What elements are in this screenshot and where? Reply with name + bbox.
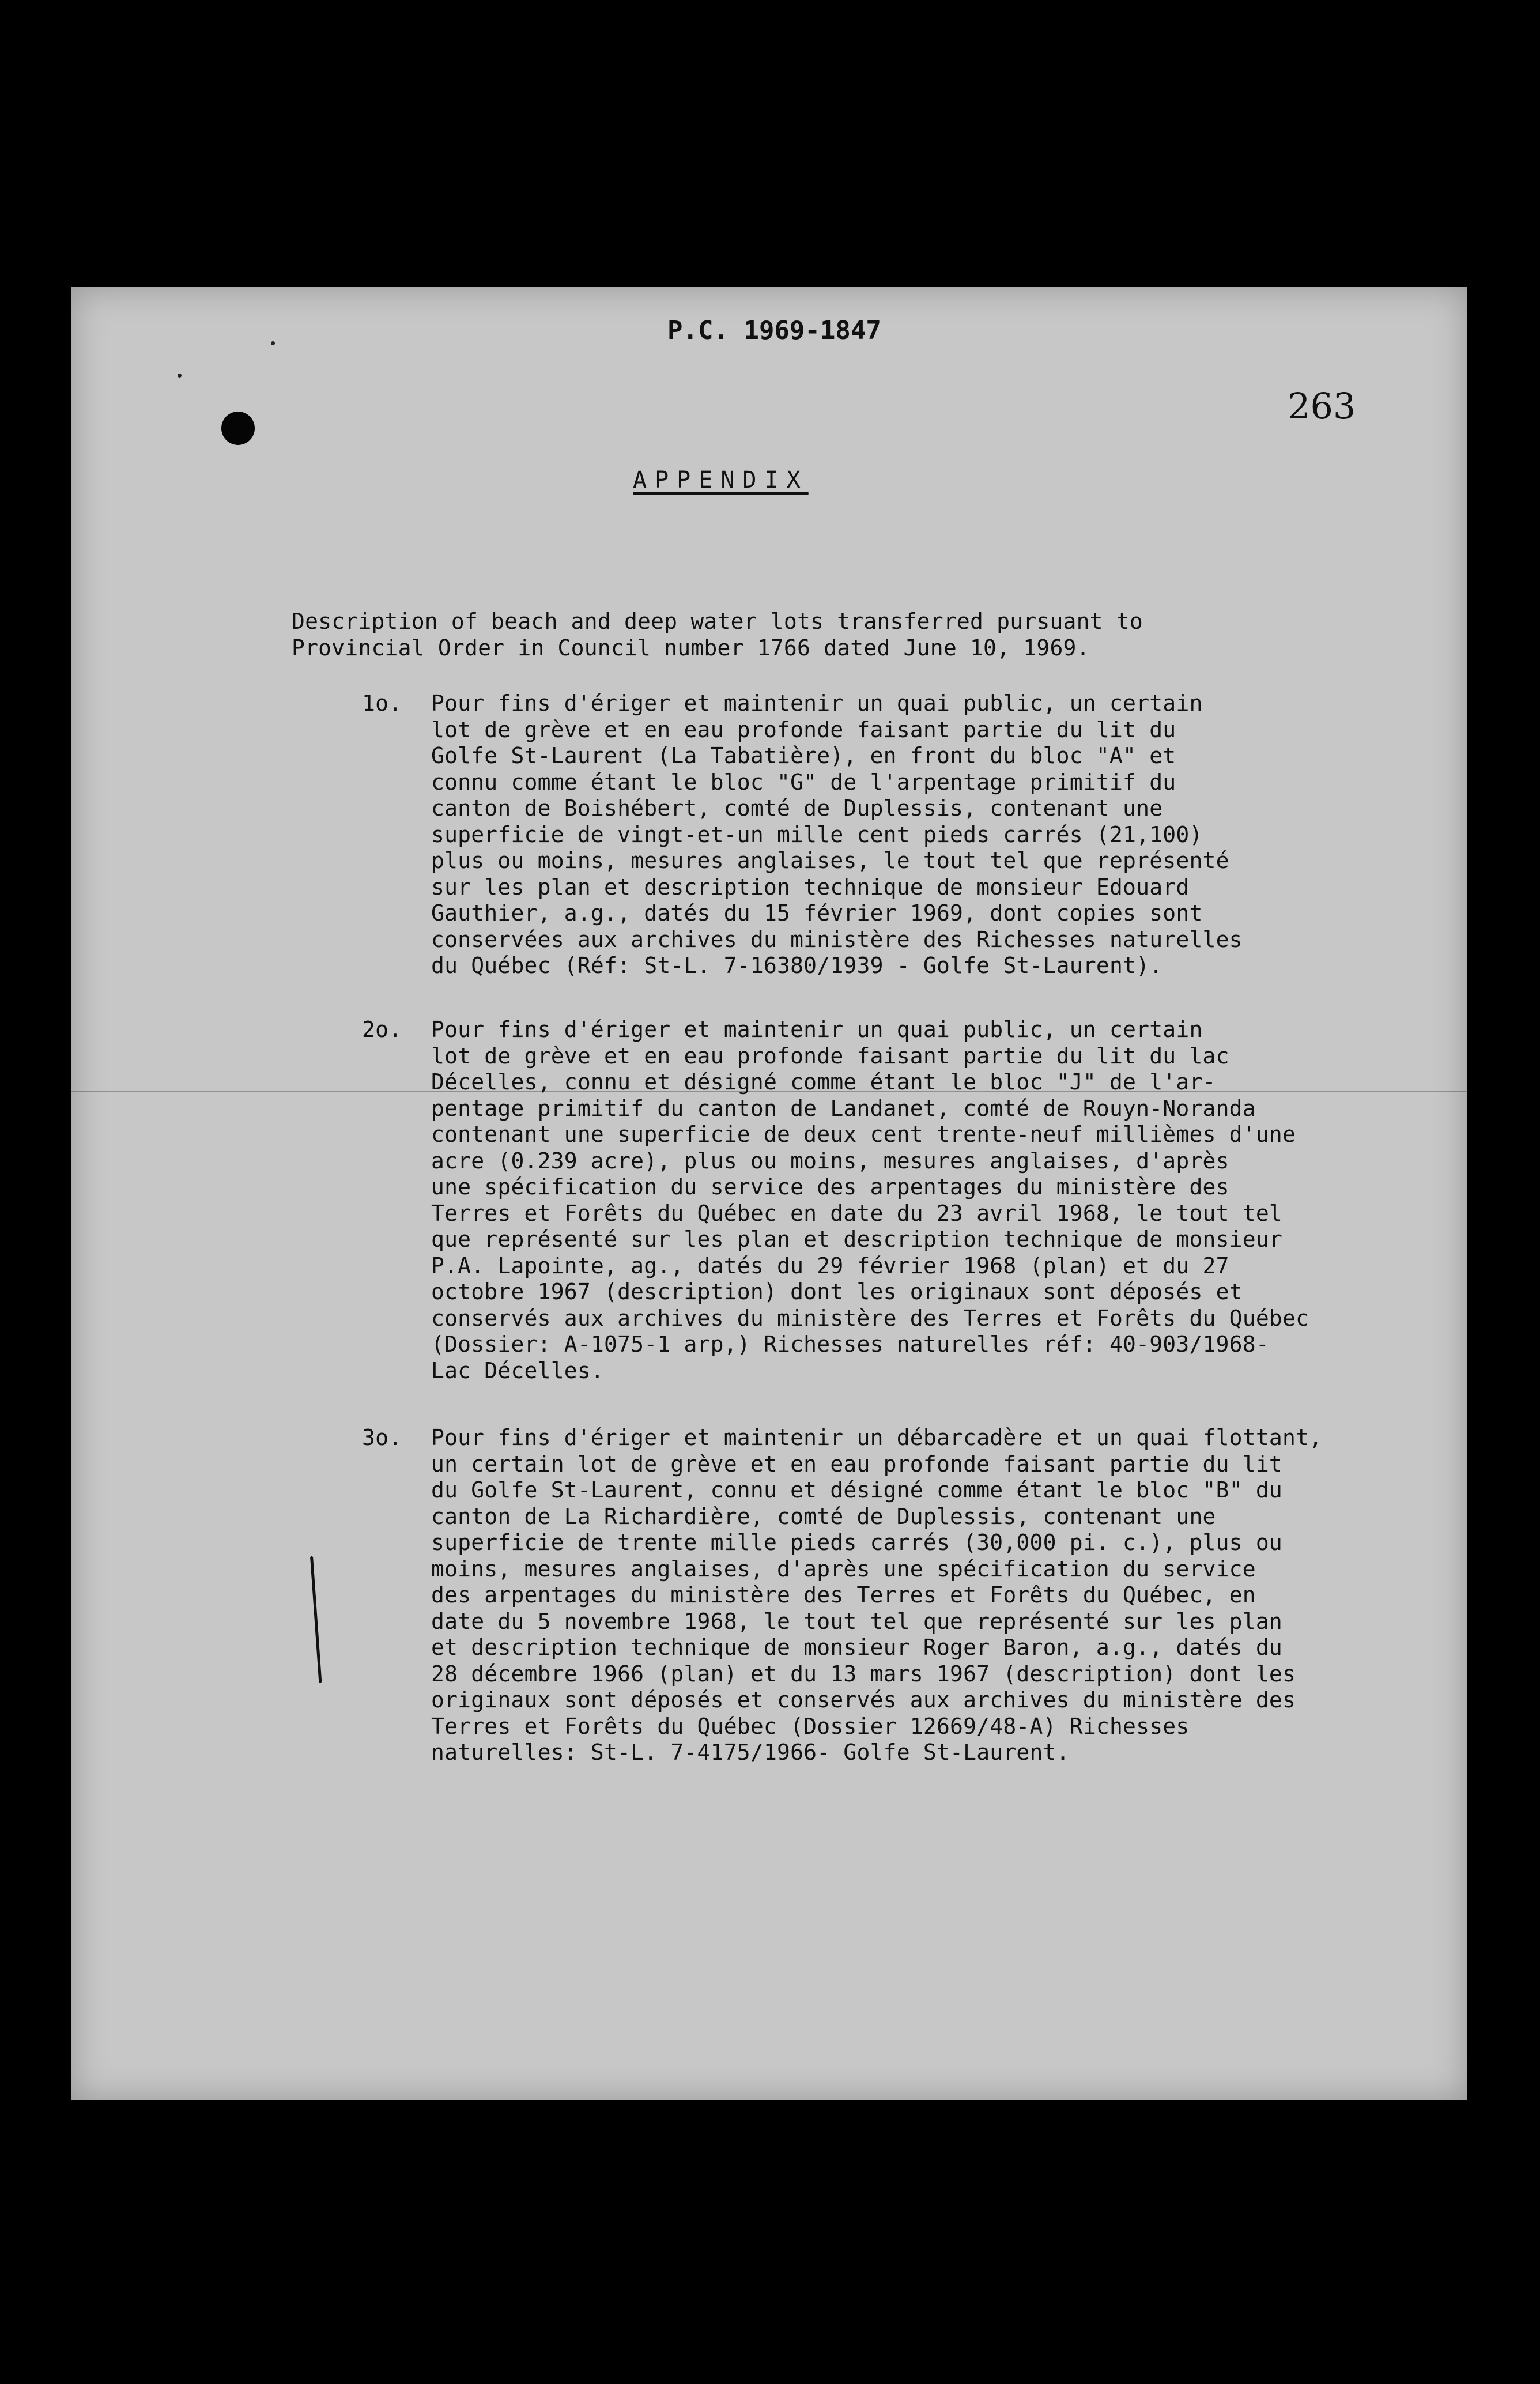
item-text-3: Pour fins d'ériger et maintenir un débarcadère et un quai flottant, un certain lot de grève et en eau profonde faisant partie du lit du Golfe St-Laurent, connu et désigné comme étant le bloc "B" du canton de La Richardière, comté de Duplessis, contenant une superficie de trente mille pieds carrés (30,000 pi. c.), plus ou moins, mesures anglaises, d'après une spécification du service des arpentages du ministère des Terres et Forêts du Québec, en date du 5 novembre 1968, le tout tel que représenté sur les plan et description technique de monsieur Roger Baron, a.g., datés du 28 décembre 1966 (plan) et du 13 mars 1967 (description) dont les originaux sont déposés et conservés aux archives du ministère des Terres et Forêts du Québec (Dossier 12669/48-A) Richesses naturelles: St-L. 7-4175/1966- Golfe St-Laurent.	[431, 1425, 1323, 1765]
paper-speck	[271, 341, 275, 345]
item-number-2: 2o.	[362, 1017, 402, 1042]
item-number-3: 3o.	[362, 1425, 402, 1450]
intro-paragraph: Description of beach and deep water lots transferred pursuant to Provincial Order in Council number 1766 dated June 10, 1969.	[292, 609, 1143, 661]
item-number-1: 1o.	[362, 691, 402, 716]
paper-speck	[178, 374, 182, 378]
item-text-2: Pour fins d'ériger et maintenir un quai public, un certain lot de grève et en eau profonde faisant partie du lit du lac Décelles, connu et désigné comme étant le bloc "J" de l'ar- pentage primitif du canton de Landanet, comté de Rouyn-Noranda contenant une superficie de deux cent trente-neuf millièmes d'une acre (0.239 acre), plus ou moins, mesures anglaises, d'après une spécification du service des arpentages du ministère des Terres et Forêts du Québec en date du 23 avril 1968, le tout tel que représenté sur les plan et description technique de monsieur P.A. Lapointe, ag., datés du 29 février 1968 (plan) et du 27 octobre 1967 (description) dont les originaux sont déposés et conservés aux archives du ministère des Terres et Forêts du Québec (Dossier: A-1075-1 arp,) Richesses naturelles réf: 40-903/1968- Lac Décelles.	[431, 1017, 1309, 1383]
appendix-title: APPENDIX	[633, 467, 809, 493]
item-text-1: Pour fins d'ériger et maintenir un quai public, un certain lot de grève et en eau profonde faisant partie du lit du Golfe St-Laurent (La Tabatière), en front du bloc "A" et connu comme étant le bloc "G" de l'arpentage primitif du canton de Boishébert, comté de Duplessis, contenant une superficie de vingt-et-un mille cent pieds carrés (21,100) plus ou moins, mesures anglaises, le tout tel que représenté sur les plan et description technique de monsieur Edouard Gauthier, a.g., datés du 15 février 1969, dont copies sont conservées aux archives du ministère des Richesses naturelles du Québec (Réf: St-L. 7-16380/1939 - Golfe St-Laurent).	[431, 691, 1243, 978]
binder-hole-mark	[221, 412, 255, 445]
page-number: 263	[1288, 385, 1356, 427]
order-in-council-number: P.C. 1969-1847	[667, 316, 881, 345]
